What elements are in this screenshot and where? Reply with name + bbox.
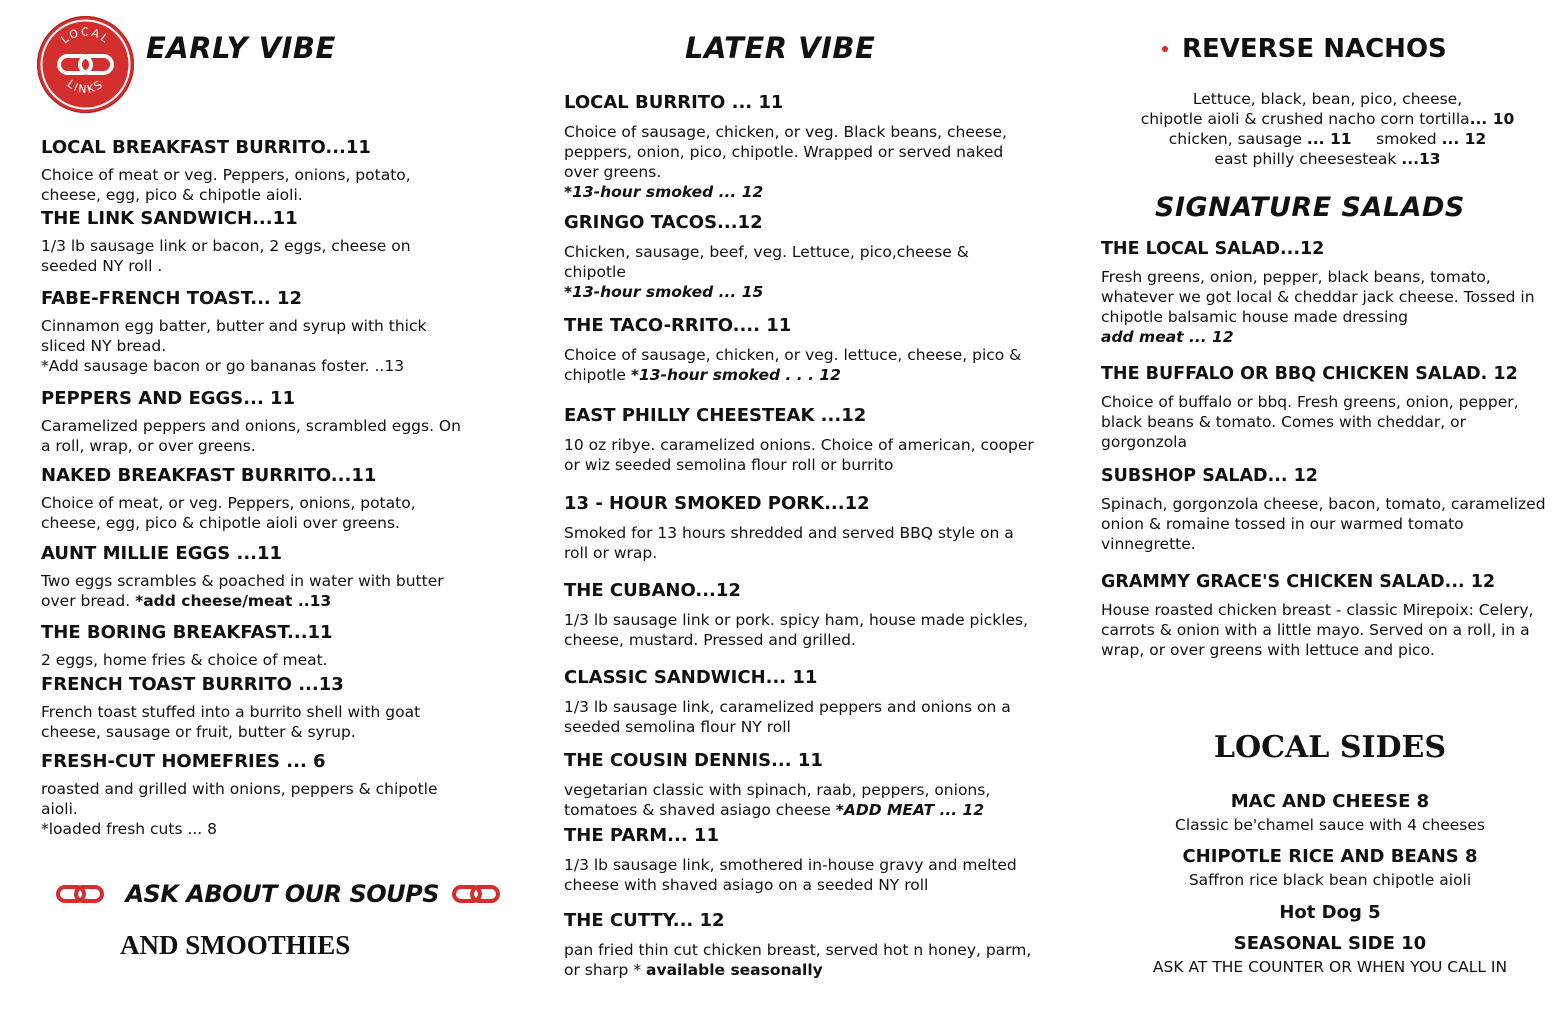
menu-item-note: *add cheese/meat ..13 [135, 592, 332, 610]
menu-item-title: GRAMMY GRACE'S CHICKEN SALAD... 12 [1101, 572, 1496, 592]
menu-item [41, 137, 461, 205]
menu-item [564, 825, 1034, 895]
menu-item-title: THE TACO-RRITO.... 11 [564, 315, 792, 336]
side-item-title: MAC AND CHEESE 8 [1230, 791, 1430, 812]
reverse-nachos-heading: REVERSE NACHOS [1182, 34, 1447, 64]
logo-text-bottom: LINKS [64, 77, 107, 97]
menu-item [41, 208, 461, 276]
menu-item [564, 580, 1034, 650]
side-item-desc: Saffron rice black bean chipotle aioli [1188, 871, 1472, 889]
menu-item-note: *13-hour smoked . . . 12 [630, 366, 841, 384]
nachos-line3b: smoked [1376, 130, 1437, 148]
menu-item-desc: Spinach, gorgonzola cheese, bacon, tomato, caramelized onion & romaine tossed in our warmed tomato vinnegrette. [1101, 495, 1546, 553]
menu-item-title: THE BUFFALO OR BBQ CHICKEN SALAD. 12 [1101, 364, 1518, 384]
menu-item [41, 674, 461, 742]
menu-item-title: THE CUBANO...12 [564, 580, 741, 601]
menu-item-desc: Smoked for 13 hours shredded and served BBQ style on a roll or wrap. [564, 524, 1014, 562]
nachos-line3a: chicken, sausage [1168, 130, 1302, 148]
menu-item-title: CLASSIC SANDWICH... 11 [564, 667, 818, 688]
local-sides-heading: LOCAL SIDES [1213, 730, 1447, 765]
side-item [1100, 933, 1560, 977]
menu-item-desc: roasted and grilled with onions, peppers & chipotle aioli. [41, 780, 438, 818]
menu-item-title: THE PARM... 11 [564, 825, 719, 846]
chain-link-icon [55, 882, 105, 906]
early-vibe-heading: EARLY VIBE [146, 31, 336, 65]
nachos-line2-price: ... 10 [1469, 110, 1515, 128]
menu-item [564, 667, 1034, 737]
reverse-nachos-desc [1100, 89, 1555, 169]
menu-item-desc: Choice of meat or veg. Peppers, onions, potato, cheese, egg, pico & chipotle aioli. [41, 166, 411, 204]
menu-item-title: THE BORING BREAKFAST...11 [41, 622, 333, 643]
menu-item-title: NAKED BREAKFAST BURRITO...11 [41, 465, 377, 486]
side-item-desc: Classic be'chamel sauce with 4 cheeses [1175, 816, 1485, 834]
menu-item [41, 543, 461, 611]
reverse-nachos-header [1162, 34, 1447, 64]
menu-item-desc: 10 oz ribye. caramelized onions. Choice of american, cooper or wiz seeded semolina flour roll or burrito [564, 436, 1034, 474]
menu-item-extra: *Add sausage bacon or go bananas foster. ..13 [41, 357, 405, 375]
nachos-line1: Lettuce, black, bean, pico, cheese, [1192, 90, 1463, 108]
side-item [1100, 791, 1560, 835]
menu-item [1101, 465, 1556, 554]
svg-text:LOCAL [59, 25, 113, 46]
signature-salads-heading: SIGNATURE SALADS [1155, 192, 1465, 223]
menu-item [564, 315, 1034, 385]
menu-item [564, 212, 1034, 302]
menu-item-note: *ADD MEAT ... 12 [835, 801, 985, 819]
side-item-desc: ASK AT THE COUNTER OR WHEN YOU CALL IN [1152, 958, 1508, 976]
menu-item-title: PEPPERS AND EGGS... 11 [41, 388, 296, 409]
chain-link-icon [37, 16, 134, 113]
menu-item-desc: 1/3 lb sausage link, smothered in-house gravy and melted cheese with shaved asiago on a seeded NY roll [564, 856, 1017, 894]
menu-item-desc: 1/3 lb sausage link or pork. spicy ham, house made pickles, cheese, mustard. Pressed and grilled. [564, 611, 1029, 649]
menu-item-desc: Chicken, sausage, beef, veg. Lettuce, pico,cheese & chipotle [564, 243, 969, 281]
side-item-title: Hot Dog 5 [1279, 902, 1381, 923]
soups-text: ASK ABOUT OUR SOUPS [125, 880, 440, 908]
menu-item-desc: Choice of sausage, chicken, or veg. lettuce, cheese, pico & chipotle [564, 346, 1022, 384]
menu-item [41, 288, 461, 376]
side-item [1100, 846, 1560, 890]
svg-text:LINKS [65, 77, 107, 96]
menu-item-desc: Caramelized peppers and onions, scrambled eggs. On a roll, wrap, or over greens. [41, 417, 461, 455]
menu-item [1101, 363, 1556, 452]
menu-item-desc: House roasted chicken breast - classic Mirepoix: Celery, carrots & onion with a little mayo. Served on a roll, in a wrap, or over greens with lettuce and pico. [1101, 601, 1534, 659]
menu-item [41, 465, 461, 533]
menu-item-title: 13 - HOUR SMOKED PORK...12 [564, 493, 870, 514]
local-links-logo [37, 16, 134, 113]
side-item [1100, 902, 1560, 924]
menu-item-title: THE LINK SANDWICH...11 [41, 208, 298, 229]
menu-item-title: FRENCH TOAST BURRITO ...13 [41, 674, 344, 695]
menu-item [564, 910, 1034, 980]
menu-item [41, 751, 461, 839]
nachos-line3b-price: ... 12 [1441, 130, 1487, 148]
menu-item [564, 750, 1034, 820]
menu-item-desc: 2 eggs, home fries & choice of meat. [41, 651, 328, 669]
menu-item-desc: French toast stuffed into a burrito shell with goat cheese, sausage or fruit, butter & syrup. [41, 703, 421, 741]
menu-item-desc: Two eggs scrambles & poached in water with butter over bread. [41, 572, 444, 610]
bullet-icon [1162, 46, 1168, 52]
later-vibe-heading: LATER VIBE [685, 31, 876, 65]
menu-item-title: AUNT MILLIE EGGS ...11 [41, 543, 283, 564]
side-item-title: SEASONAL SIDE 10 [1233, 933, 1427, 954]
menu-item-extra: add meat ... 12 [1101, 328, 1234, 346]
menu-item-title: LOCAL BREAKFAST BURRITO...11 [41, 137, 371, 158]
menu-item [1101, 571, 1556, 660]
menu-item-desc: Choice of buffalo or bbq. Fresh greens, onion, pepper, black beans & tomato. Comes with cheddar, or gorgonzola [1101, 393, 1519, 451]
menu-item [1101, 238, 1556, 347]
menu-item-desc: 1/3 lb sausage link, caramelized peppers and onions on a seeded semolina flour NY roll [564, 698, 1011, 736]
menu-item-desc: Choice of sausage, chicken, or veg. Black beans, cheese, peppers, onion, pico, chipotle. Wrapped or served naked over greens. [564, 123, 1007, 181]
menu-item-note: available seasonally [646, 961, 823, 979]
menu-item-title: FABE-FRENCH TOAST... 12 [41, 288, 303, 309]
menu-item-title: THE COUSIN DENNIS... 11 [564, 750, 823, 771]
nachos-line4: east philly cheesesteak [1214, 150, 1397, 168]
menu-item-desc: pan fried thin cut chicken breast, served hot n honey, parm, or sharp * [564, 941, 1032, 979]
menu-item-title: THE CUTTY... 12 [564, 910, 725, 931]
menu-item [564, 92, 1034, 202]
side-item-title: CHIPOTLE RICE AND BEANS 8 [1182, 846, 1478, 867]
menu-item-title: EAST PHILLY CHEESTEAK ...12 [564, 405, 867, 426]
menu-item-desc: vegetarian classic with spinach, raab, peppers, onions, tomatoes & shaved asiago cheese [564, 781, 991, 819]
menu-item [41, 388, 461, 456]
menu-item-title: LOCAL BURRITO ... 11 [564, 92, 784, 113]
menu-item-desc: Choice of meat, or veg. Peppers, onions, potato, cheese, egg, pico & chipotle aioli over greens. [41, 494, 416, 532]
menu-item [41, 622, 461, 670]
menu-item-extra: *13-hour smoked ... 15 [564, 283, 764, 301]
logo-text-top: LOCAL [58, 25, 113, 47]
menu-item [564, 493, 1034, 563]
menu-item-extra: *13-hour smoked ... 12 [564, 183, 764, 201]
smoothies-text: AND SMOOTHIES [120, 930, 351, 960]
menu-item-extra: *loaded fresh cuts ... 8 [41, 820, 218, 838]
menu-item-desc: Cinnamon egg batter, butter and syrup with thick sliced NY bread. [41, 317, 427, 355]
soups-banner [55, 880, 501, 908]
menu-item [564, 405, 1034, 475]
menu-item-title: FRESH-CUT HOMEFRIES ... 6 [41, 751, 326, 772]
nachos-line3a-price: ... 11 [1306, 130, 1352, 148]
chain-link-icon [451, 882, 501, 906]
menu-item-title: THE LOCAL SALAD...12 [1101, 239, 1325, 259]
menu-item-title: GRINGO TACOS...12 [564, 212, 763, 233]
menu-item-desc: Fresh greens, onion, pepper, black beans, tomato, whatever we got local & cheddar jack cheese. Tossed in chipotle balsamic house made dressing [1101, 268, 1535, 326]
menu-item-title: SUBSHOP SALAD... 12 [1101, 466, 1318, 486]
menu-item-desc: 1/3 lb sausage link or bacon, 2 eggs, cheese on seeded NY roll . [41, 237, 411, 275]
nachos-line2: chipotle aioli & crushed nacho corn tortilla [1140, 110, 1470, 128]
nachos-line4-price: ...13 [1401, 150, 1441, 168]
